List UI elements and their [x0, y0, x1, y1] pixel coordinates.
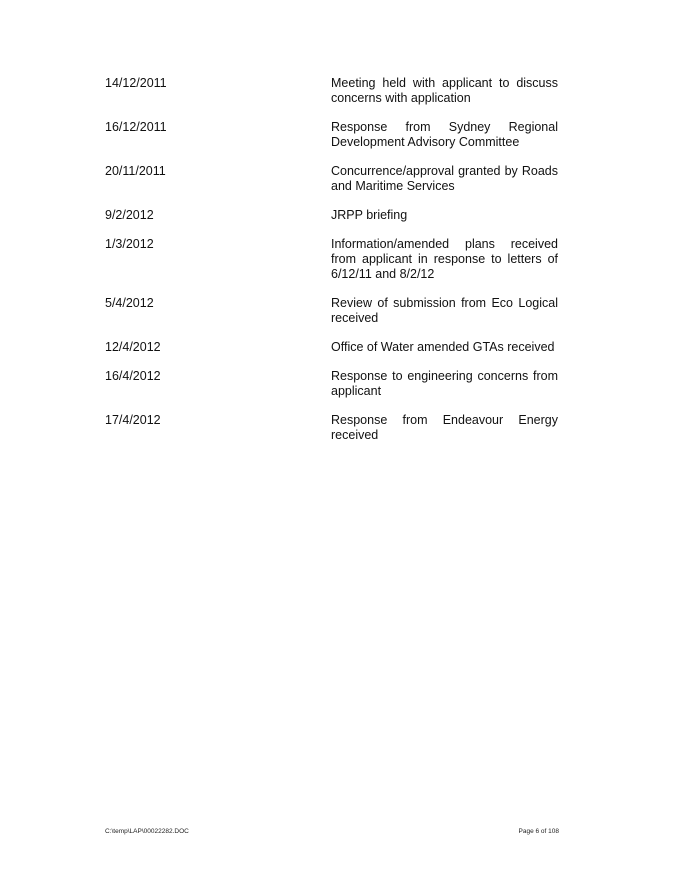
page-footer — [105, 828, 559, 836]
entry-date: 14/12/2011 — [105, 76, 167, 90]
entry-description: Review of submission from Eco Logical received — [331, 296, 558, 325]
chronology-entry — [105, 369, 560, 399]
entry-description: JRPP briefing — [331, 208, 408, 222]
entry-description: Response to engineering concerns from applicant — [331, 369, 558, 398]
footer-file-path: C:\temp\LAP\00022282.DOC — [105, 828, 189, 835]
entry-date: 5/4/2012 — [105, 296, 154, 310]
entry-date: 16/12/2011 — [105, 120, 167, 134]
entry-description: Meeting held with applicant to discuss concerns with application — [331, 76, 558, 105]
chronology-entry — [105, 237, 560, 282]
entry-date: 9/2/2012 — [105, 208, 154, 222]
entry-date: 17/4/2012 — [105, 413, 161, 427]
entry-date: 1/3/2012 — [105, 237, 154, 251]
chronology-entry — [105, 296, 560, 326]
entry-description: Response from Sydney Regional Development Advisory Committee — [331, 120, 558, 149]
chronology-entry — [105, 120, 560, 150]
chronology-entry — [105, 340, 560, 355]
entry-description: Office of Water amended GTAs received — [331, 340, 555, 354]
chronology-entry — [105, 413, 560, 443]
entry-date: 12/4/2012 — [105, 340, 161, 354]
chronology-entry — [105, 208, 560, 223]
entry-date: 16/4/2012 — [105, 369, 161, 383]
footer-page-number: Page 6 of 108 — [518, 828, 559, 835]
entry-description: Concurrence/approval granted by Roads and Maritime Services — [331, 164, 558, 193]
chronology-list — [105, 76, 560, 457]
entry-date: 20/11/2011 — [105, 164, 166, 178]
chronology-entry — [105, 164, 560, 194]
chronology-entry — [105, 76, 560, 106]
entry-description: Information/amended plans received from applicant in response to letters of 6/12/11 and 8/2/12 — [331, 237, 558, 281]
entry-description: Response from Endeavour Energy received — [331, 413, 558, 442]
